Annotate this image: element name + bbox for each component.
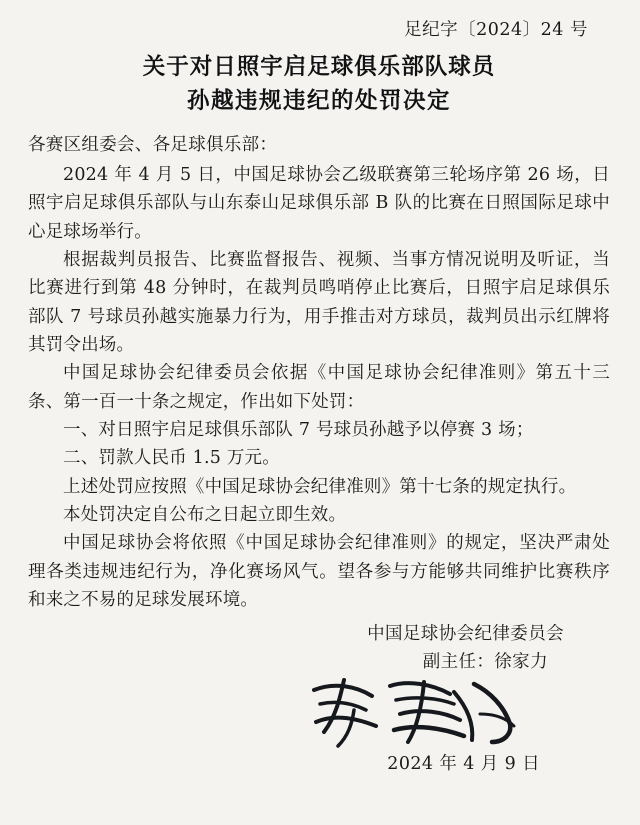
document-number: 足纪字〔2024〕24 号 <box>404 20 588 40</box>
paragraph-incident-report: 根据裁判员报告、比赛监督报告、视频、当事方情况说明及听证，当比赛进行到第 48 分钟时，在裁判员鸣哨停止比赛后，日照宇启足球俱乐部队 7 号球员孙越实施暴力行为，用手推击对方球员，裁判员出示红牌将其罚令出场。 <box>28 249 610 355</box>
title-line-2: 孙越违规违纪的处罚决定 <box>186 87 451 114</box>
signature-block <box>28 620 610 775</box>
signature-date: 2024 年 4 月 9 日 <box>387 754 540 775</box>
penalty-item-2: 二、罚款人民币 1.5 万元。 <box>63 448 280 469</box>
paragraph-execution: 上述处罚应按照《中国足球协会纪律准则》第十七条的规定执行。 <box>63 476 577 497</box>
handwritten-signature <box>28 676 524 754</box>
title-line-1: 关于对日照宇启足球俱乐部队球员 <box>142 54 496 80</box>
salutation: 各赛区组委会、各足球俱乐部： <box>28 134 278 155</box>
paragraph-regulation-basis: 中国足球协会纪律委员会依据《中国足球协会纪律准则》第五十三条、第一百一十条之规定，作出如下处罚： <box>28 363 610 412</box>
paragraph-effective-date: 本处罚决定自公布之日起立即生效。 <box>63 504 347 525</box>
page-title <box>38 51 600 119</box>
paragraph-match-info: 2024 年 4 月 5 日，中国足球协会乙级联赛第三轮场序第 26 场，日照宇启足球俱乐部队与山东泰山足球俱乐部 B 队的比赛在日照国际足球中心足球场举行。 <box>28 164 610 242</box>
penalty-item-1: 一、对日照宇启足球俱乐部队 7 号球员孙越予以停赛 3 场； <box>63 419 534 440</box>
signature-organization: 中国足球协会纪律委员会 <box>367 624 564 645</box>
signature-role: 副主任：徐家力 <box>422 652 548 673</box>
paragraph-statement: 中国足球协会将依照《中国足球协会纪律准则》的规定，坚决严肃处理各类违规违纪行为，净化赛场风气。望各参与方能够共同维护比赛秩序和来之不易的足球发展环境。 <box>28 533 610 610</box>
